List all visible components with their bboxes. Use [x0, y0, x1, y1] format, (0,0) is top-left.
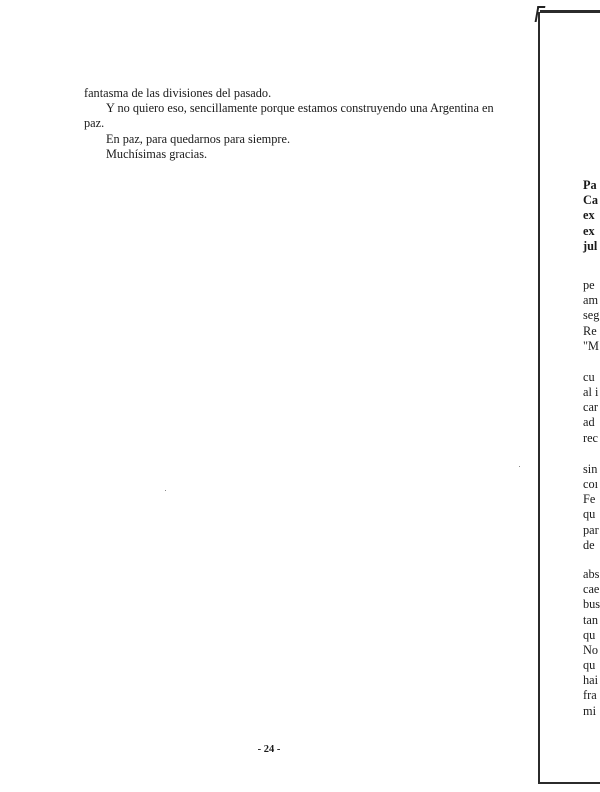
heading-fragment: ex [583, 208, 595, 223]
page-number: - 24 - [257, 744, 281, 755]
text-fragment: Fe [583, 492, 596, 507]
heading-fragment: jul [583, 238, 598, 253]
text-fragment: am [583, 293, 599, 308]
text-fragment: de [583, 537, 595, 552]
text-fragment: par [583, 522, 599, 537]
right-page [540, 13, 600, 782]
text-fragment: abs [583, 566, 600, 581]
text-fragment: tan [583, 612, 599, 627]
paragraph-3: En paz, para quedarnos para siempre. [106, 131, 291, 146]
text-fragment: car [583, 400, 599, 415]
text-fragment: fra [583, 688, 597, 703]
paragraph-4: Muchísimas gracias. [106, 146, 208, 161]
heading-fragment: ex [583, 223, 595, 238]
scan-speck [519, 466, 520, 467]
text-fragment: Re [583, 323, 597, 338]
text-fragment: "M [583, 338, 599, 353]
text-fragment: bus [583, 597, 600, 612]
text-fragment: cu [583, 369, 595, 384]
text-fragment: seg [583, 308, 600, 323]
text-fragment: No [583, 642, 599, 657]
text-fragment: al i [583, 385, 599, 400]
text-fragment: qu [583, 658, 596, 673]
text-fragment: mi [583, 703, 596, 718]
text-fragment: qu [583, 507, 596, 522]
right-page-bottom-edge [540, 782, 600, 784]
text-fragment: qu [583, 627, 596, 642]
heading-fragment: Pa [583, 178, 597, 192]
text-fragment: sin [583, 461, 598, 476]
speech-text [84, 86, 504, 162]
scan-speck [165, 490, 166, 491]
text-fragment: pe [583, 277, 595, 292]
text-fragment: cae [583, 582, 600, 597]
heading-fragment: Ca [583, 193, 599, 208]
paragraph-1: fantasma de las divisiones del pasado. [84, 86, 272, 100]
text-fragment: coı [583, 477, 599, 491]
paragraph-2: Y no quiero eso, sencillamente porque estamos construyendo una Argentina en paz. [84, 101, 494, 131]
text-fragment: ad [583, 415, 595, 430]
text-fragment: hai [583, 673, 599, 688]
right-page-text [583, 178, 600, 719]
text-fragment: rec [583, 430, 599, 445]
